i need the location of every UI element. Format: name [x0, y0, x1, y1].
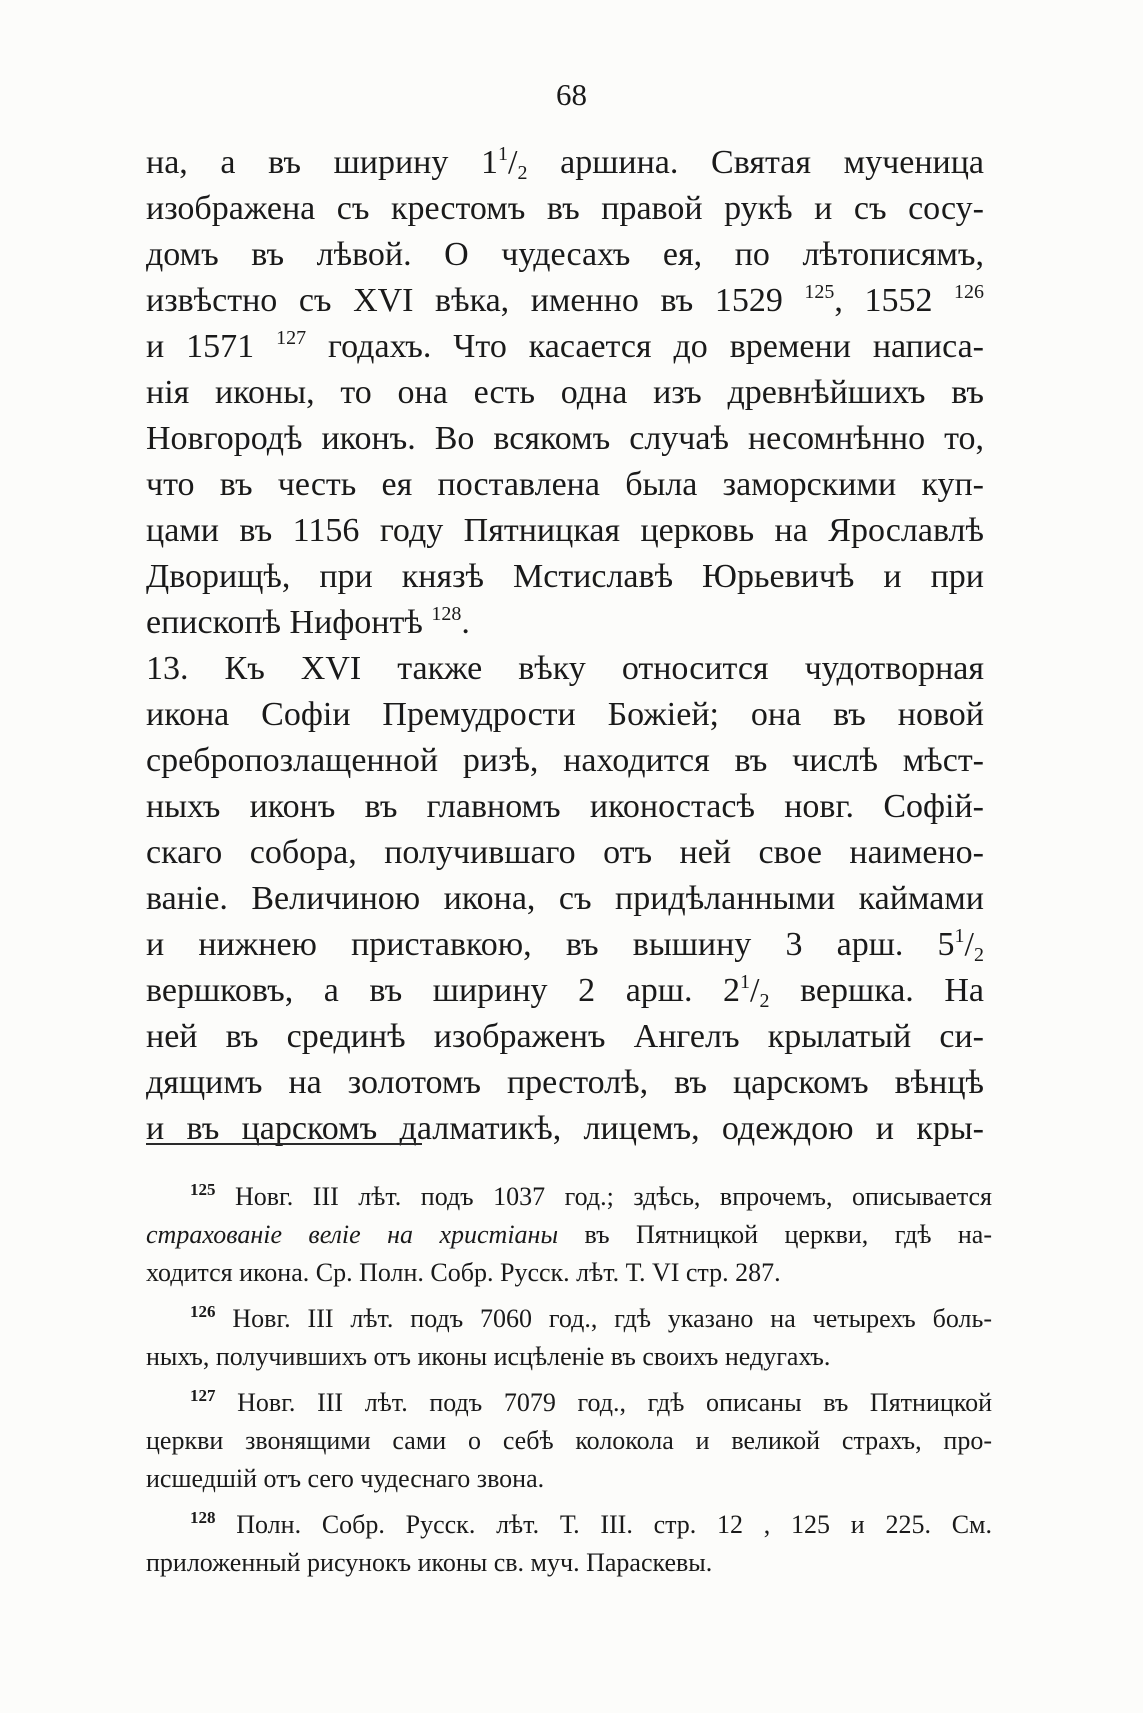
- fraction-denominator: 2: [517, 162, 528, 184]
- text-line: икона Софіи Премудрости Божіей; она въ новой: [146, 696, 984, 733]
- fraction-numerator: 1: [740, 971, 751, 993]
- footnote-number: 125: [190, 1180, 216, 1199]
- footnote-line: $^{128}$ Полн. Собр. Русск. лѣт. Т. III. стр. 12 , 125 и 225. См.: [190, 1508, 992, 1539]
- main-text: [146, 140, 984, 1152]
- text-line: епископѣ Нифонтѣ $^{128}$.: [146, 603, 470, 641]
- text-line: что въ честь ея поставлена была заморскими куп-: [146, 466, 984, 503]
- footnote-number: 128: [190, 1508, 216, 1527]
- text-line: изображена съ крестомъ въ правой рукѣ и съ сосу-: [146, 190, 984, 227]
- footnote-126: [146, 1300, 992, 1376]
- text-line: сребропозлащенной ризѣ, находится въ числѣ мѣст-: [146, 742, 984, 779]
- footnote-ref: 126: [954, 281, 985, 303]
- footnote-line: исшедшій отъ сего чудеснаго звона.: [146, 1464, 545, 1493]
- footnote-127: [146, 1384, 992, 1498]
- fraction-denominator: 2: [974, 944, 984, 966]
- footnote-line: ныхъ, получившихъ отъ иконы исцѣленіе въ своихъ недугахъ.: [146, 1342, 831, 1371]
- footnote-divider: [146, 1143, 422, 1145]
- text-line: на, а въ ширину $1^1/_2$ аршина. Святая мученица: [146, 143, 984, 184]
- footnote-number: 126: [190, 1302, 216, 1321]
- italic-quote: страхованіе веліе на христіаны: [146, 1220, 559, 1249]
- text-line: и въ царскомъ далматикѣ, лицемъ, одеждою и кры-: [146, 1110, 984, 1147]
- footnote-128: [146, 1506, 992, 1582]
- text-line: и 1571 $^{127}$ годахъ. Что касается до времени написа-: [146, 327, 984, 365]
- footnote-125: [146, 1178, 992, 1292]
- footnote-line: $^{127}$ Новг. III лѣт. подъ 7079 год., гдѣ описаны въ Пятницкой: [190, 1386, 992, 1417]
- text-line: Дворищѣ, при князѣ Мстиславѣ Юрьевичѣ и при: [146, 558, 984, 595]
- fraction-numerator: 1: [954, 925, 965, 947]
- footnote-line: ходится икона. Ср. Полн. Собр. Русск. лѣт. Т. VI стр. 287.: [146, 1258, 781, 1287]
- text-line: скаго собора, получившаго отъ ней свое наимено-: [146, 834, 984, 871]
- text-line: ней въ срединѣ изображенъ Ангелъ крылатый си-: [146, 1018, 984, 1055]
- fraction-slash: /: [750, 972, 760, 1009]
- text-line: дящимъ на золотомъ престолѣ, въ царскомъ вѣнцѣ: [146, 1064, 984, 1101]
- text-line: Новгородѣ иконъ. Во всякомъ случаѣ несомнѣнно то,: [146, 420, 984, 457]
- footnote-number: 127: [190, 1386, 216, 1405]
- text-line: домъ въ лѣвой. О чудесахъ ея, по лѣтописямъ,: [146, 236, 984, 273]
- footnote-line: церкви звонящими сами о себѣ колокола и великой страхъ, про-: [146, 1426, 992, 1455]
- text-line: извѣстно съ XVI вѣка, именно въ 1529 $^{125}$, 1552 $^{126}$: [146, 281, 985, 319]
- text-line: 13. Къ XVI также вѣку относится чудотворная: [146, 650, 984, 687]
- footnote-line: $^{125}$ Новг. III лѣт. подъ 1037 год.; здѣсь, впрочемъ, описывается: [190, 1180, 992, 1211]
- footnote-line: приложенный рисунокъ иконы св. муч. Параскевы.: [146, 1548, 713, 1577]
- footnotes: [146, 1178, 992, 1590]
- footnote-line: $^{126}$ Новг. III лѣт. подъ 7060 год., гдѣ указано на четырехъ боль-: [190, 1302, 992, 1333]
- text-line: нія иконы, то она есть одна изъ древнѣйшихъ въ: [146, 374, 984, 411]
- footnote-line: страхованіе веліе на христіаны въ Пятницкой церкви, гдѣ на-: [146, 1220, 992, 1249]
- text-line: ваніе. Величиною икона, съ придѣланными каймами: [146, 880, 984, 917]
- fraction-denominator: 2: [759, 990, 770, 1012]
- text-line: и нижнею приставкою, въ вышину 3 арш. $5^1/_2$: [146, 925, 984, 966]
- footnote-ref: 128: [431, 603, 462, 625]
- text-line: цами въ 1156 году Пятницкая церковь на Ярославлѣ: [146, 512, 984, 549]
- page-number: 68: [556, 77, 587, 112]
- text-line: вершковъ, а въ ширину 2 арш. $2^1/_2$ вершка. На: [146, 971, 985, 1012]
- fraction-slash: /: [508, 144, 518, 181]
- text-line: ныхъ иконъ въ главномъ иконостасѣ новг. Софій-: [146, 788, 984, 825]
- footnote-ref: 127: [276, 327, 307, 349]
- fraction-numerator: 1: [498, 143, 509, 165]
- footnote-ref: 125: [804, 281, 835, 303]
- fraction-slash: /: [964, 926, 974, 963]
